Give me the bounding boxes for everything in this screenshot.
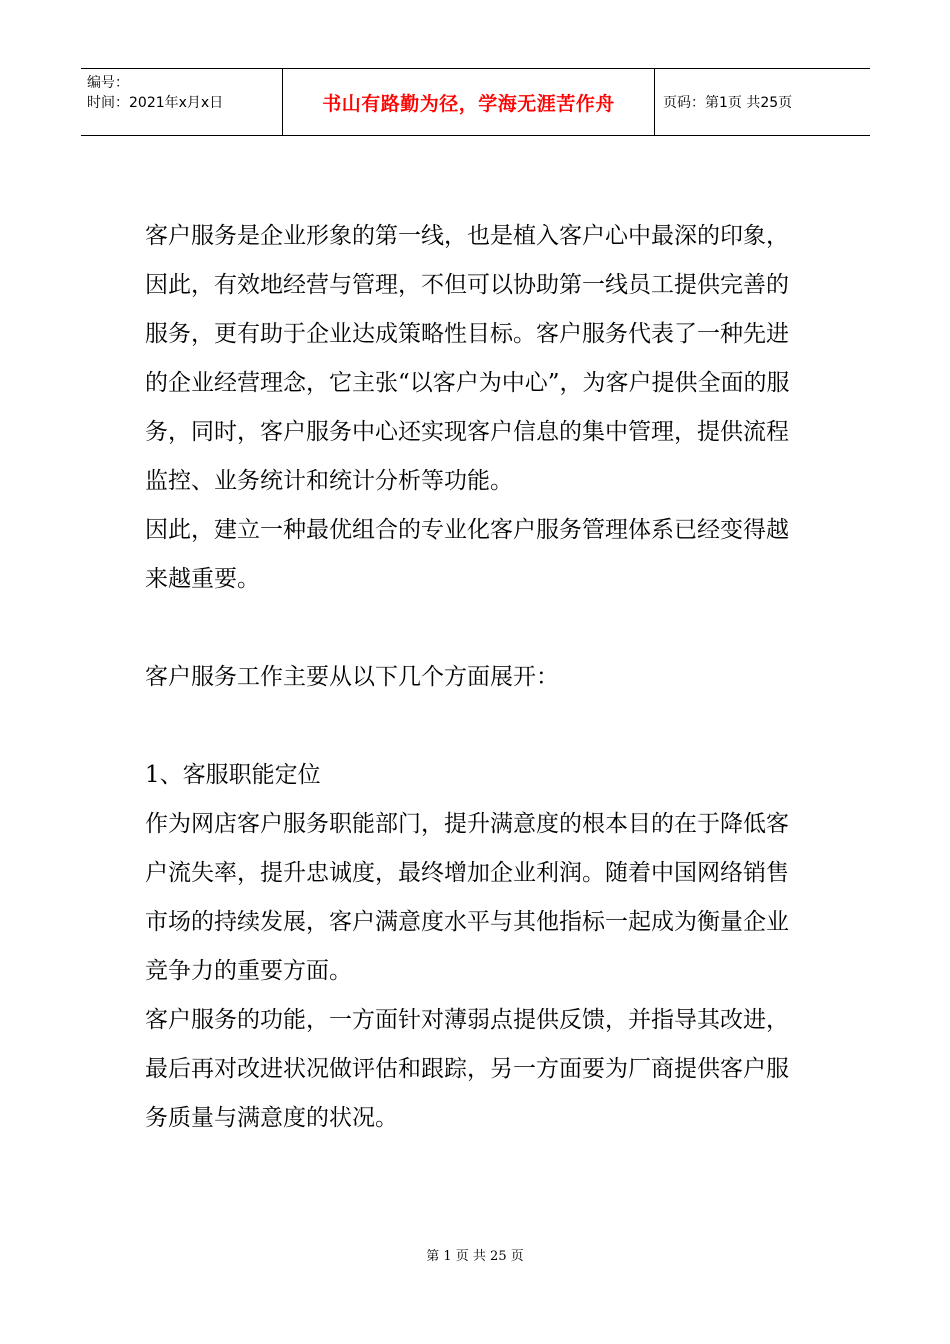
paragraph-overview: 客户服务工作主要从以下几个方面展开： bbox=[145, 664, 559, 690]
paragraph-intro: 客户服务是企业形象的第一线，也是植入客户心中最深的印象，因此，有效地经营与管理，不但可以协助第一线员工提供完善的服务，更有助于企业达成策略性目标。客户服务代表了一种先进的企业经营理念，它主张“以客户为中心”，为客户提供全面的服务，同时，客户服务中心还实现客户信息的集中管理，提供流程监控、业务统计和统计分析等功能。 bbox=[145, 223, 790, 494]
paragraph-conclusion: 因此，建立一种最优组合的专业化客户服务管理体系已经变得越来越重要。 bbox=[145, 517, 789, 592]
document-header bbox=[81, 68, 870, 136]
document-body bbox=[145, 212, 810, 1143]
paragraph-function: 客户服务的功能，一方面针对薄弱点提供反馈，并指导其改进，最后再对改进状况做评估和跟踪，另一方面要为厂商提供客户服务质量与满意度的状况。 bbox=[145, 1007, 789, 1131]
header-page-cell bbox=[655, 69, 870, 135]
time-label: 时间：2021年x月x日 bbox=[87, 95, 224, 111]
page-footer: 第 1 页 共 25 页 bbox=[426, 1249, 524, 1264]
header-motto-cell bbox=[283, 69, 655, 135]
blank-line bbox=[145, 604, 810, 653]
number-label: 编号： bbox=[87, 75, 129, 91]
paragraph-positioning: 作为网店客户服务职能部门，提升满意度的根本目的在于降低客户流失率，提升忠诚度，最终增加企业利润。随着中国网络销售市场的持续发展，客户满意度水平与其他指标一起成为衡量企业竞争力的重要方面。 bbox=[145, 811, 789, 984]
blank-line bbox=[145, 702, 810, 751]
header-motto: 书山有路勤为径，学海无涯苦作舟 bbox=[322, 92, 615, 115]
section-heading: 1、客服职能定位 bbox=[145, 762, 321, 788]
header-page-info: 页码：第1页 共25页 bbox=[663, 95, 793, 111]
header-meta bbox=[81, 69, 283, 135]
